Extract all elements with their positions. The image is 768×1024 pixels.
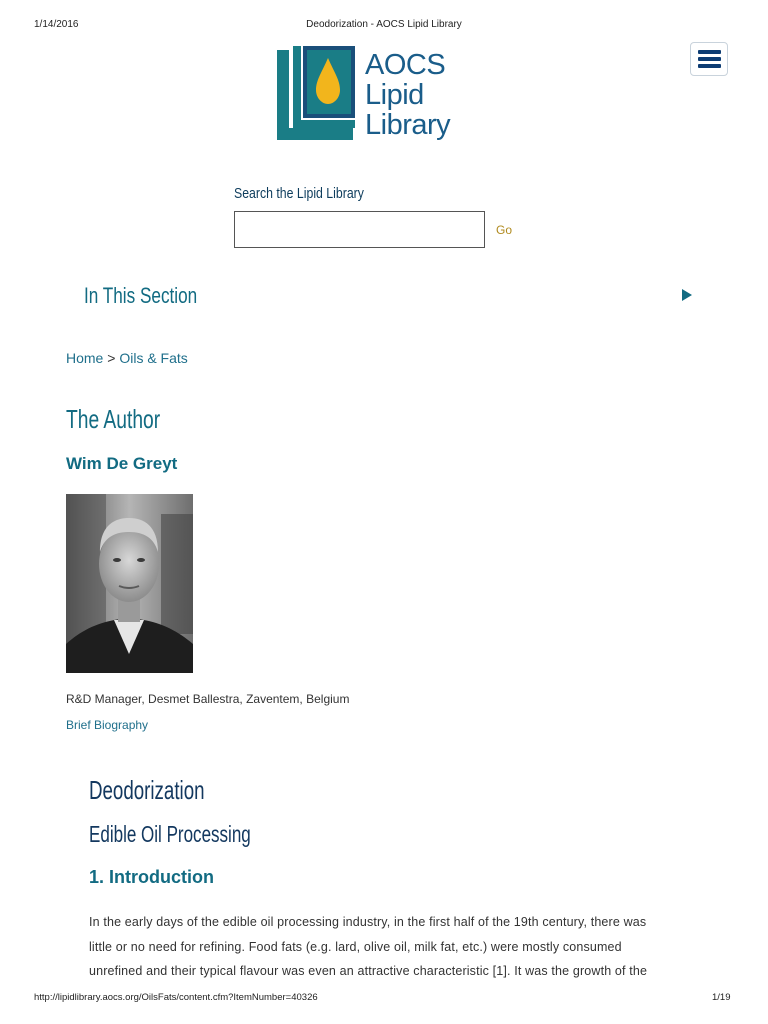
print-date: 1/14/2016 xyxy=(34,19,79,30)
hamburger-bar-bottom xyxy=(698,64,721,68)
author-name: Wim De Greyt xyxy=(66,454,178,473)
search-label: Search the Lipid Library xyxy=(234,185,364,202)
print-title: Deodorization - AOCS Lipid Library xyxy=(306,19,462,30)
triangle-right-icon[interactable] xyxy=(682,289,692,301)
author-role: R&D Manager, Desmet Ballestra, Zaventem, Belgium xyxy=(66,692,350,706)
hamburger-icon xyxy=(698,50,721,54)
logo-line-3: Library xyxy=(365,109,451,141)
breadcrumb xyxy=(66,350,188,366)
logo-line-2: Lipid xyxy=(365,79,424,111)
breadcrumb-oils-fats-link[interactable]: Oils & Fats xyxy=(119,350,188,366)
article-subtitle: Edible Oil Processing xyxy=(89,821,251,847)
print-header xyxy=(0,19,768,33)
paragraph-line: little or no need for refining. Food fats (e.g. lard, olive oil, milk fat, etc.) were mostly consumed xyxy=(89,939,622,954)
aocs-logo[interactable] xyxy=(276,46,466,150)
author-heading: The Author xyxy=(66,404,161,434)
brief-biography-link[interactable]: Brief Biography xyxy=(66,718,149,732)
search-input[interactable] xyxy=(234,211,485,248)
book-drop-icon xyxy=(276,46,366,150)
print-page-number: 1/19 xyxy=(712,992,731,1003)
breadcrumb-home-link[interactable]: Home xyxy=(66,350,104,366)
breadcrumb-separator: > xyxy=(107,350,116,366)
paragraph-line: unrefined and their typical flavour was even an attractive characteristic [1]. It was the growth of the xyxy=(89,964,648,978)
introduction-heading: 1. Introduction xyxy=(89,867,214,887)
introduction-paragraph xyxy=(89,910,669,984)
article-title: Deodorization xyxy=(89,775,205,805)
search-go-button[interactable]: Go xyxy=(496,223,513,237)
menu-button[interactable] xyxy=(690,42,728,76)
logo-wordmark xyxy=(365,50,450,140)
print-url: http://lipidlibrary.aocs.org/OilsFats/content.cfm?ItemNumber=40326 xyxy=(34,992,318,1003)
hamburger-bar-middle xyxy=(698,57,721,61)
logo-line-1: AOCS xyxy=(365,49,446,81)
in-this-section-heading[interactable]: In This Section xyxy=(84,283,198,308)
author-photo-icon xyxy=(66,494,193,673)
paragraph-line: In the early days of the edible oil processing industry, in the first half of the 19th century, there was xyxy=(89,915,647,929)
author-portrait xyxy=(66,494,193,673)
